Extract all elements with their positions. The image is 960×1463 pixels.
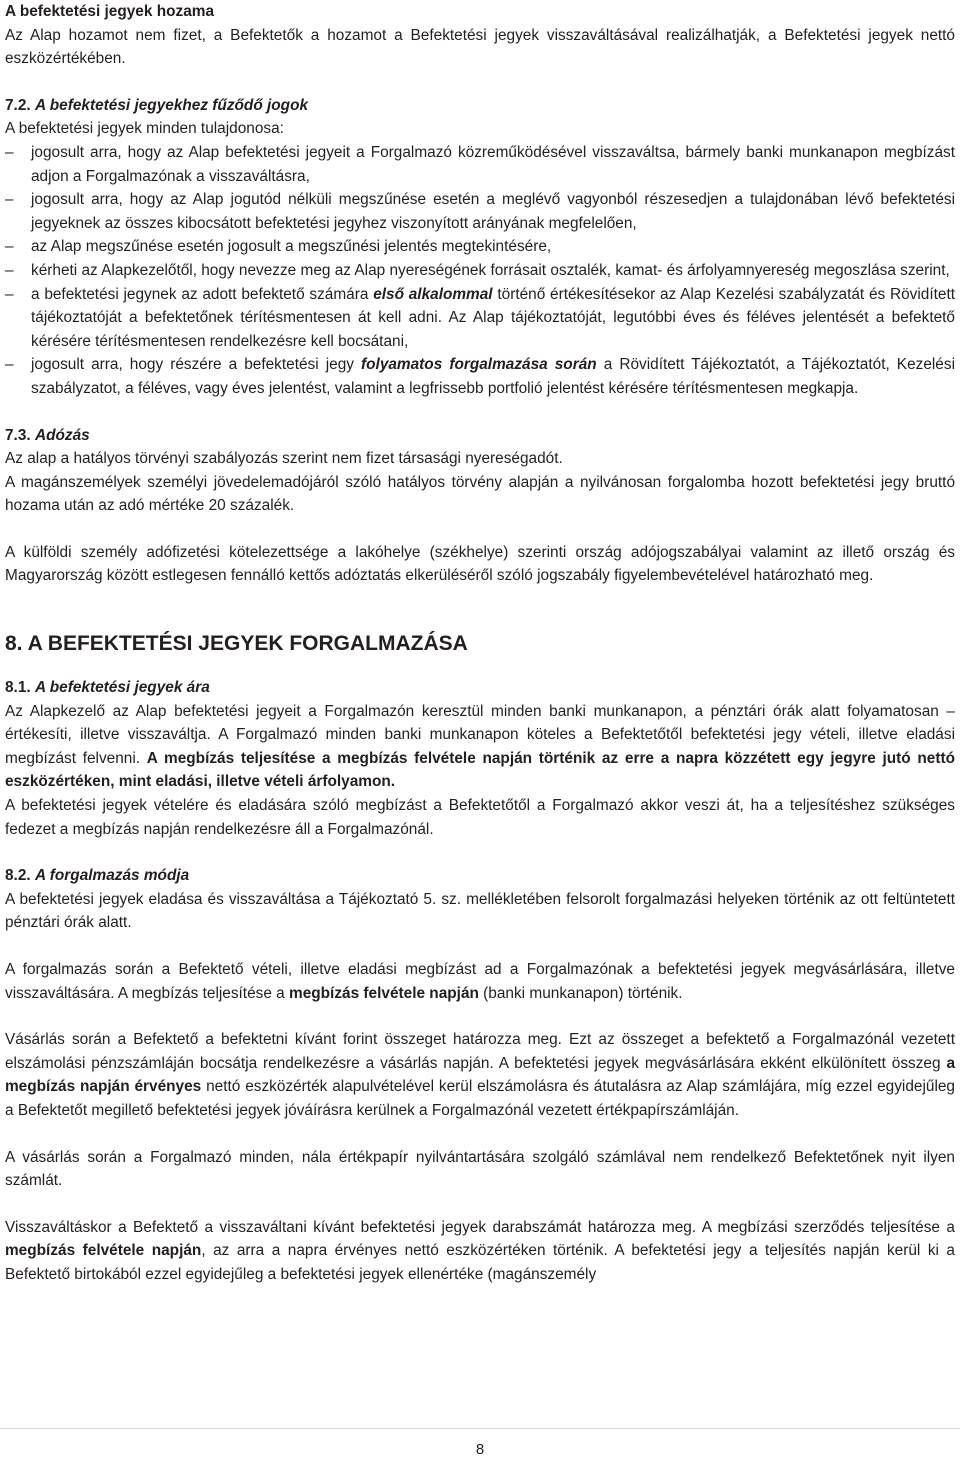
list-item: – kérheti az Alapkezelőtől, hogy nevezze meg az Alap nyereségének forrásait osztalék, kamat- és árfolyamnyereség megoszlása szerint, bbox=[5, 259, 955, 283]
section-title: A befektetési jegyek ára bbox=[34, 679, 210, 697]
tax-paragraph-2: A magánszemélyek személyi jövedelemadójáról szóló hatályos törvény alapján a nyilvánosan forgalomba hozott befektetési jegy bruttó hozama után az adó mértéke 20 százalék. bbox=[5, 473, 955, 515]
distribution-paragraph-5: Visszaváltáskor a Befektető a visszaváltani kívánt befektetési jegyek darabszámát határozza meg. A megbízási szerződés teljesítése a megbízás felvétele napján, az arra a napra érvényes nettó eszközértéken történik. A befektetési jegy a teljesítés napján kerül ki a Befektető birtokából ezzel egyidejűleg a befektetési jegyek ellenértéke (magánszemély bbox=[5, 1218, 955, 1283]
dash-bullet-icon: – bbox=[5, 261, 14, 279]
list-item: – jogosult arra, hogy részére a befektetési jegy folyamatos forgalmazása során a Rövidített Tájékoztatót, a Tájékoztatót, Kezelési szabályzatot, a féléves, vagy éves jelentést, valamint a legfrissebb portfolió jelentést kérésére térítésmentesen megkapja. bbox=[5, 353, 955, 400]
emphasis-text: folyamatos forgalmazása során bbox=[361, 356, 597, 374]
section-number: 7.2. bbox=[5, 96, 31, 114]
section-number: 7.3. bbox=[5, 426, 31, 444]
page-number: 8 bbox=[475, 1441, 485, 1458]
section-number: 8.2. bbox=[5, 867, 31, 885]
section-heading-8-1 bbox=[5, 676, 955, 700]
list-item: – az Alap megszűnése esetén jogosult a megszűnési jelentés megtekintésére, bbox=[5, 235, 955, 259]
section-heading-7-3 bbox=[5, 424, 955, 448]
rights-list bbox=[5, 141, 955, 401]
list-item: – a befektetési jegynek az adott befektető számára első alkalommal történő értékesítésekor az Alap Kezelési szabályzatát és Rövidített tájékoztatóját a befektetőnek térítésmentesen át kell adni. Az Alap tájékoztatóját, legutóbbi éves és féléves jelentését a befektető kérésére térítésmentesen rendelkezésre kell bocsátani, bbox=[5, 283, 955, 354]
dash-bullet-icon: – bbox=[5, 238, 14, 256]
dash-bullet-icon: – bbox=[5, 356, 14, 374]
tax-paragraph-1: Az alap a hatályos törvényi szabályozás szerint nem fizet társasági nyereségadót. bbox=[5, 450, 563, 468]
hozam-paragraph: Az Alap hozamot nem fizet, a Befektetők a hozamot a Befektetési jegyek visszaváltásával realizálhatják, a Befektetési jegyek nettó eszközértékében. bbox=[5, 26, 955, 68]
bold-text: megbízás felvétele napján bbox=[289, 984, 479, 1002]
dash-bullet-icon: – bbox=[5, 143, 14, 161]
distribution-paragraph-4: A vásárlás során a Forgalmazó minden, nála értékpapír nyilvántartására szolgáló számlával nem rendelkező Befektetőnek nyit ilyen számlát. bbox=[5, 1148, 955, 1190]
list-item: – jogosult arra, hogy az Alap jogutód nélküli megszűnése esetén a meglévő vagyonból részesedjen a tulajdonában lévő befektetési jegyeknek az összes kibocsátott befektetési jegyhez viszonyított arányának megfelelően, bbox=[5, 188, 955, 235]
tax-paragraph-3: A külföldi személy adófizetési kötelezettsége a lakóhelye (székhelye) szerinti ország adójogszabályai valamint az illető ország és Magyarország között estlegesen fennálló kettős adóztatás elkerüléséről szóló jogszabály figyelembevételével határozható meg. bbox=[5, 543, 955, 585]
dash-bullet-icon: – bbox=[5, 191, 14, 209]
dash-bullet-icon: – bbox=[5, 285, 14, 303]
section-title: A befektetési jegyekhez fűződő jogok bbox=[34, 96, 309, 114]
section-number: 8.1. bbox=[5, 679, 31, 697]
footer-divider bbox=[0, 1428, 960, 1429]
emphasis-text: első alkalommal bbox=[373, 285, 493, 303]
section-heading-8-2 bbox=[5, 864, 955, 888]
bold-text: A megbízás teljesítése a megbízás felvétele napján történik az erre a napra közzétett egy jegyre jutó nettó eszközértéken, mint eladási, illetve vételi árfolyamon. bbox=[5, 749, 955, 791]
distribution-paragraph-1: A befektetési jegyek eladása és visszaváltása a Tájékoztató 5. sz. mellékletében felsorolt forgalmazási helyeken történik az ott feltüntetett pénztári órák alatt. bbox=[5, 890, 955, 932]
price-paragraph-1: Az Alapkezelő az Alap befektetési jegyeit a Forgalmazón keresztül minden banki munkanapon, a pénztári órák alatt folyamatosan – értékesíti, illetve visszaváltja. A Forgalmazó minden banki munkanapon köteles a Befektetőtől befektetési jegy vételi, illetve eladási megbízást felvenni. A megbízás teljesítése a megbízás felvétele napján történik az erre a napra közzétett egy jegyre jutó nettó eszközértéken, mint eladási, illetve vételi árfolyamon. bbox=[5, 702, 955, 791]
page-content bbox=[5, 0, 955, 1287]
price-paragraph-2: A befektetési jegyek vételére és eladására szóló megbízást a Befektetőtől a Forgalmazó akkor veszi át, ha a teljesítéshez szükséges fedezet a megbízás napján rendelkezésre áll a Forgalmazónál. bbox=[5, 797, 955, 838]
distribution-paragraph-3: Vásárlás során a Befektető a befektetni kívánt forint összeget határozza meg. Ezt az összeget a befektető a Forgalmazónál vezetett elszámolási pénzszámláján bocsátja rendelkezésre a vásárlás napján. A befektetési jegyek megvásárlására ekként elkülönített összeg a megbízás napján érvényes nettó eszközérték alapulvételével kerül elszámolásra és átutalásra az Alap számlájára, míg ezzel egyidejűleg a Befektetőt megillető befektetési jegyek jóváírásra kerülnek a Forgalmazónál vezetett értékpapírszámláján. bbox=[5, 1031, 955, 1119]
chapter-heading: 8. A BEFEKTETÉSI JEGYEK FORGALMAZÁSA bbox=[5, 632, 468, 656]
section-heading-7-2 bbox=[5, 94, 955, 118]
bold-text: a megbízás napján érvényes bbox=[5, 1054, 955, 1096]
list-item: – jogosult arra, hogy az Alap befektetési jegyeit a Forgalmazó közreműködésével visszaváltsa, bármely banki munkanapon megbízást adjon a Forgalmazónak a visszaváltásra, bbox=[5, 141, 955, 188]
section-title: Adózás bbox=[34, 426, 90, 444]
distribution-paragraph-2: A forgalmazás során a Befektető vételi, illetve eladási megbízást ad a Forgalmazónak a befektetési jegyek megvásárlására, illetve visszaváltására. A megbízás teljesítése a megbízás felvétele napján (banki munkanapon) történik. bbox=[5, 961, 955, 1002]
section-title: A forgalmazás módja bbox=[34, 867, 190, 885]
bold-text: megbízás felvétele napján bbox=[5, 1242, 202, 1260]
rights-intro: A befektetési jegyek minden tulajdonosa: bbox=[5, 120, 284, 138]
section-heading-hozam: A befektetési jegyek hozama bbox=[5, 3, 214, 20]
